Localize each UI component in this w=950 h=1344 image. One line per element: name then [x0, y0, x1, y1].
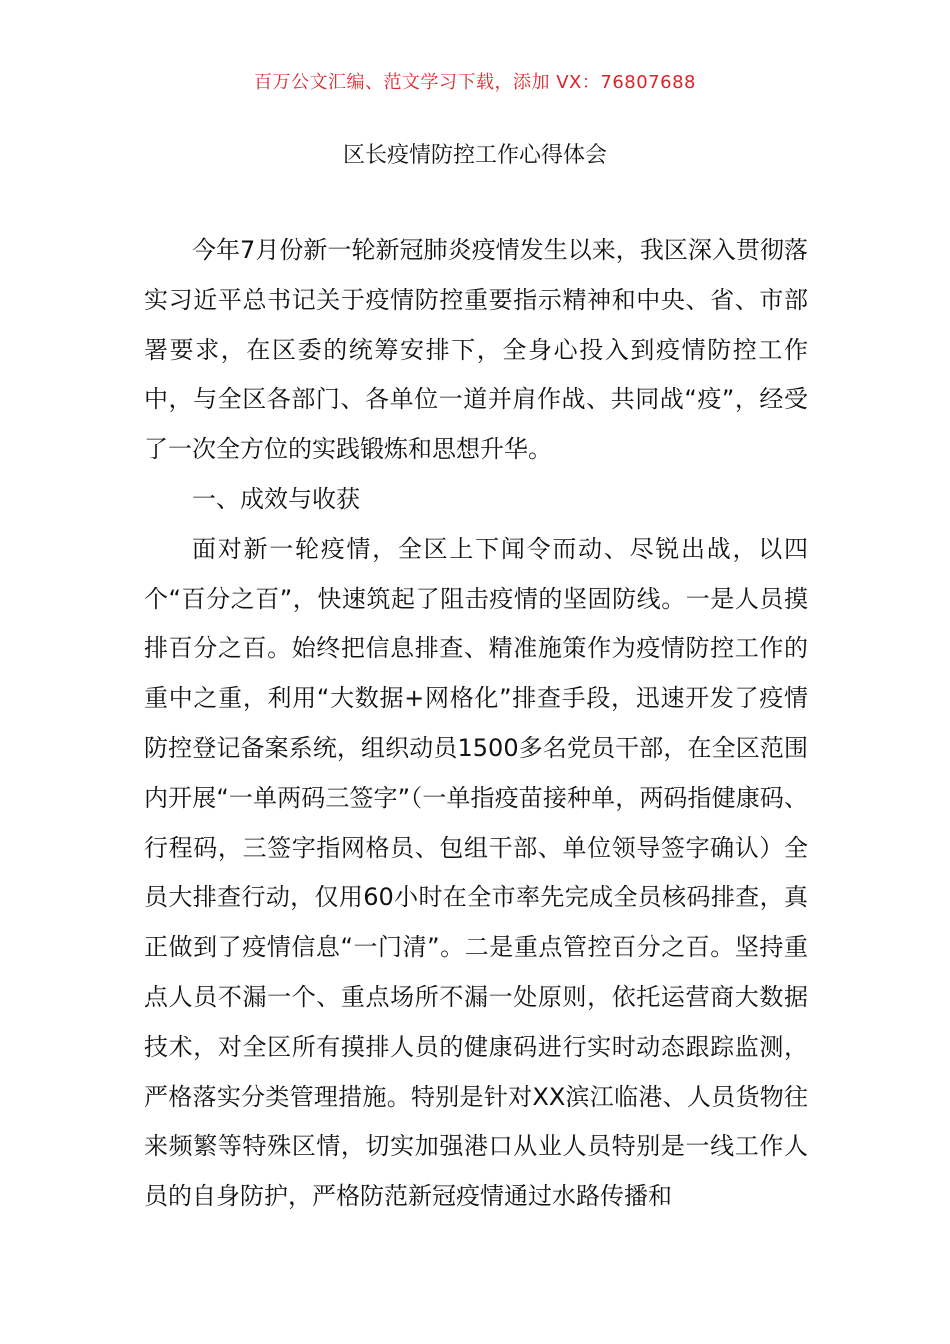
section-heading: 一、成效与收获	[192, 484, 360, 513]
paragraph-intro: 今年7月份新一轮新冠肺炎疫情发生以来，我区深入贯彻落实习近平总书记关于疫情防控重要指示精神和中央、省、市部署要求，在区委的统筹安排下，全身心投入到疫情防控工作中，与全区各部门、各单位一道并肩作战、共同战“疫”，经受了一次全方位的实践锻炼和思想升华。	[144, 236, 808, 464]
paragraph-results: 面对新一轮疫情，全区上下闻令而动、尽锐出战，以四个“百分之百”，快速筑起了阻击疫情的坚固防线。一是人员摸排百分之百。始终把信息排查、精准施策作为疫情防控工作的重中之重，利用“大数据+网格化”排查手段，迅速开发了疫情防控登记备案系统，组织动员1500多名党员干部，在全区范围内开展“一单两码三签字”（一单指疫苗接种单，两码指健康码、行程码，三签字指网格员、包组干部、单位领导签字确认）全员大排查行动，仅用60小时在全市率先完成全员核码排查，真正做到了疫情信息“一门清”。二是重点管控百分之百。坚持重点人员不漏一个、重点场所不漏一处原则，依托运营商大数据技术，对全区所有摸排人员的健康码进行实时动态跟踪监测，严格落实分类管理措施。特别是针对XX滨江临港、人员货物往来频繁等特殊区情，切实加强港口从业人员特别是一线工作人员的自身防护，严格防范新冠疫情通过水路传播和	[144, 534, 808, 1211]
document-title: 区长疫情防控工作心得体会	[342, 143, 607, 168]
document-body	[144, 226, 808, 1222]
header-note: 百万公文汇编、范文学习下载，添加 VX：76807688	[254, 72, 696, 93]
